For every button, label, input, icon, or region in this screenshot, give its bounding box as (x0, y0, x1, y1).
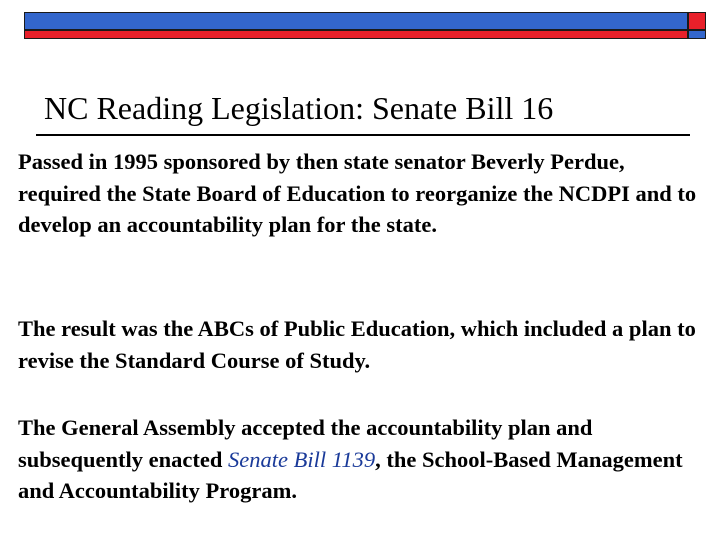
header-square-red (688, 12, 706, 30)
senate-bill-1139-reference: Senate Bill 1139 (228, 446, 376, 472)
slide-title: NC Reading Legislation: Senate Bill 16 (44, 90, 554, 126)
paragraph-text-before: The General Assembly accepted the accountability plan and subsequently enacted (18, 415, 593, 472)
paragraph-text-after: , the School-Based Management and Accountability Program. (18, 446, 683, 503)
paragraph-general-assembly (18, 412, 708, 507)
paragraph-senate-bill-16: Passed in 1995 sponsored by then state senator Beverly Perdue, required the State Board of Education to reorganize the NCDPI and to develop an accountability plan for the state. (18, 149, 697, 237)
paragraph-abcs-result: The result was the ABCs of Public Education, which included a plan to revise the Standard Course of Study. (18, 316, 696, 373)
header-square-blue (688, 30, 706, 39)
header-bar-blue (24, 12, 688, 30)
title-underline (36, 134, 690, 136)
header-bar-red (24, 30, 688, 39)
